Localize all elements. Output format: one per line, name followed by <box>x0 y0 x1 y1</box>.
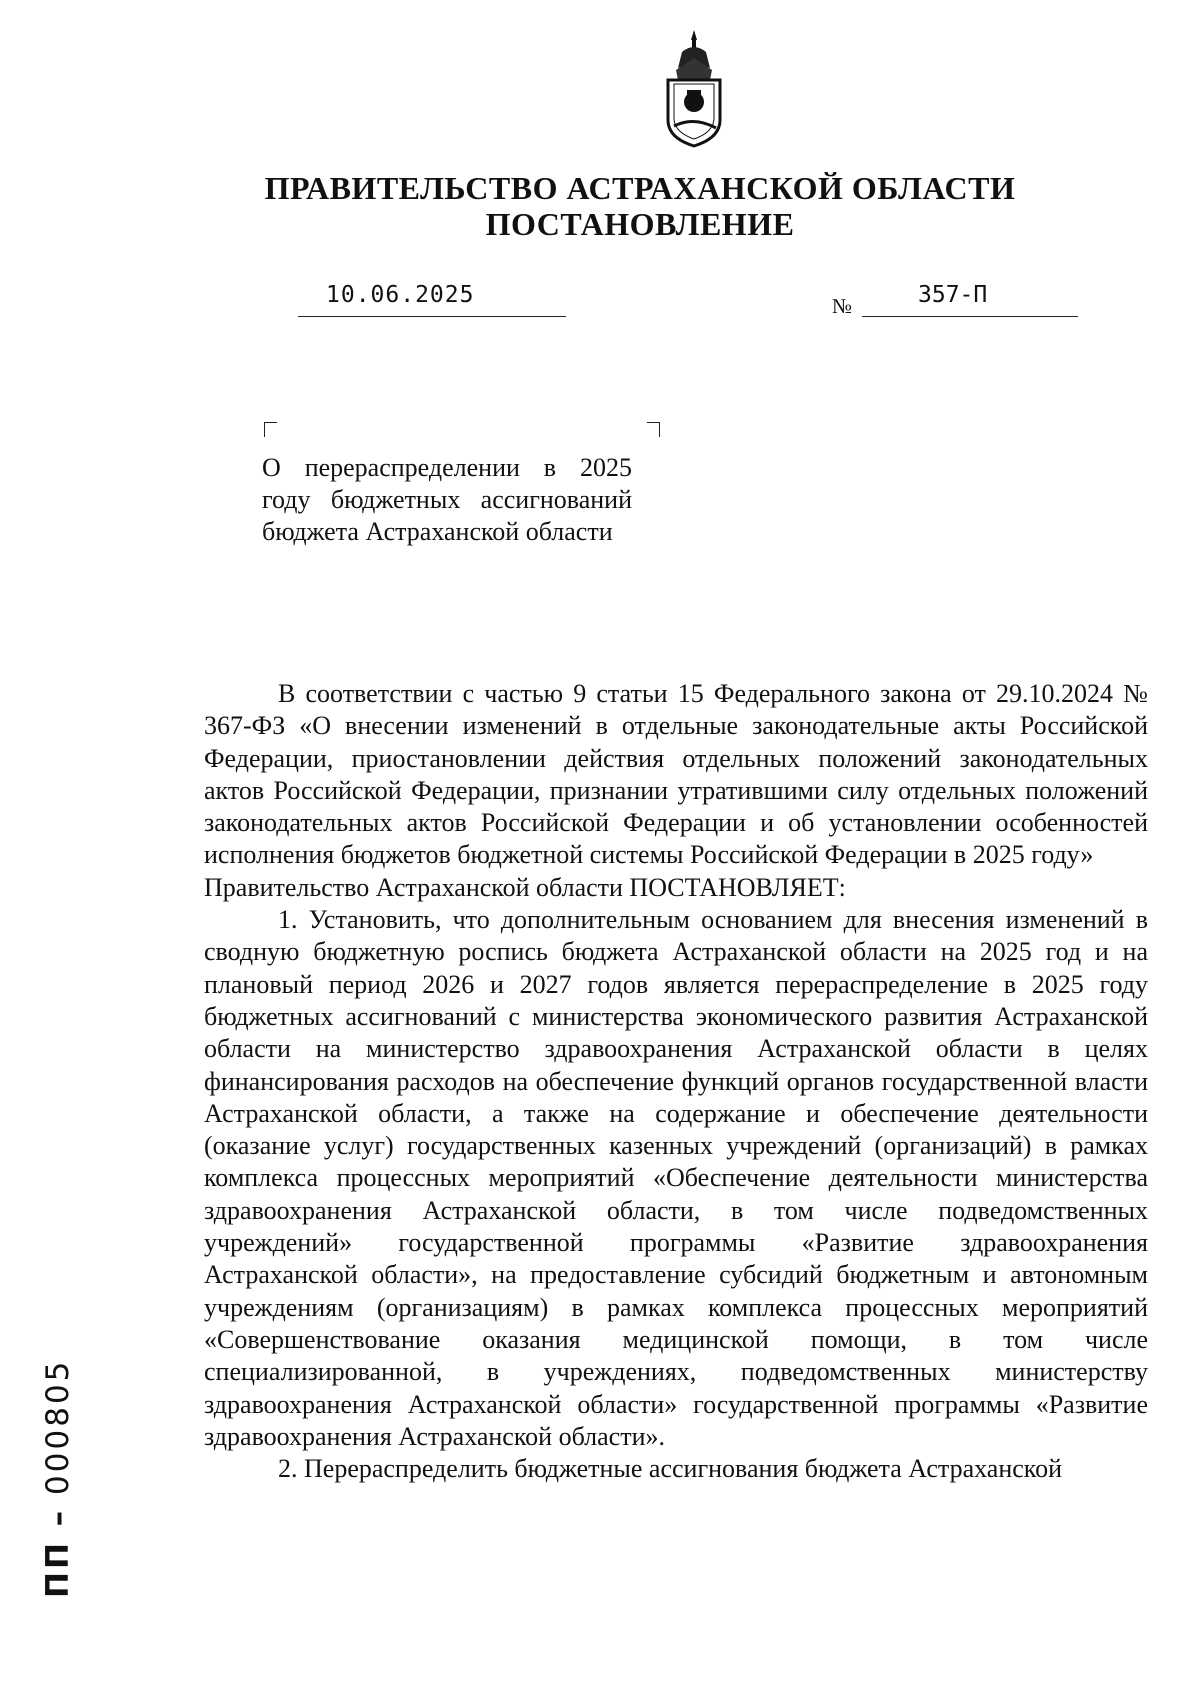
preamble-paragraph: В соответствии с частью 9 статьи 15 Федерального закона от 29.10.2024 № 367-ФЗ «О внесении изменений в отдельные законодательные акты Российской Федерации, приостановлении действия отдельных положений законодательных актов Российской Федерации, признании утратившими силу отдельных положений законодательных актов Российской Федерации и об установлении особенностей исполнения бюджетов бюджетной системы Российской Федерации в 2025 году» <box>204 679 1148 870</box>
number-field <box>862 280 1078 317</box>
item-2-paragraph: 2. Перераспределить бюджетные ассигнования бюджета Астраханской <box>278 1454 1063 1484</box>
date-field <box>298 280 566 317</box>
coat-of-arms-icon <box>654 28 734 150</box>
side-registration-stamp <box>40 1359 76 1598</box>
resolution-line: Правительство Астраханской области ПОСТАНОВЛЯЕТ: <box>204 872 846 902</box>
document-subject: О перераспределении в 2025 году бюджетных ассигнований бюджета Астраханской области <box>262 453 632 546</box>
stamp-prefix: ПП – <box>40 1507 76 1598</box>
document-date: 10.06.2025 <box>326 282 475 308</box>
document-number: 357-П <box>918 282 988 308</box>
stamp-number: 000805 <box>40 1358 76 1495</box>
document-type: ПОСТАНОВЛЕНИЕ <box>485 206 795 242</box>
subject-corner-right <box>647 422 660 437</box>
document-body <box>204 678 1148 1485</box>
government-name: ПРАВИТЕЛЬСТВО АСТРАХАНСКОЙ ОБЛАСТИ <box>264 170 1016 206</box>
number-sign: № <box>832 294 853 318</box>
item-1-paragraph: 1. Установить, что дополнительным основанием для внесения изменений в сводную бюджетную роспись бюджета Астраханской области на 2025 год и на плановый период 2026 и 2027 годов является перераспределение в 2025 году бюджетных ассигнований с министерства экономического развития Астраханской области на министерство здравоохранения Астраханской области в целях финансирования расходов на обеспечение функций органов государственной власти Астраханской области, а также на содержание и обеспечение деятельности (оказание услуг) государственных казенных учреждений (организаций) в рамках комплекса процессных мероприятий «Обеспечение деятельности министерства здравоохранения Астраханской области, в том числе подведомственных учреждений» государственной программы «Развитие здравоохранения Астраханской области», на предоставление субсидий бюджетным и автономным учреждениям (организациям) в рамках комплекса процессных мероприятий «Совершенствование оказания медицинской помощи, в том числе специализированной, в учреждениях, подведомственных министерству здравоохранения Астраханской области» государственной программы «Развитие здравоохранения Астраханской области». <box>204 905 1148 1451</box>
subject-corner-left <box>264 422 277 437</box>
